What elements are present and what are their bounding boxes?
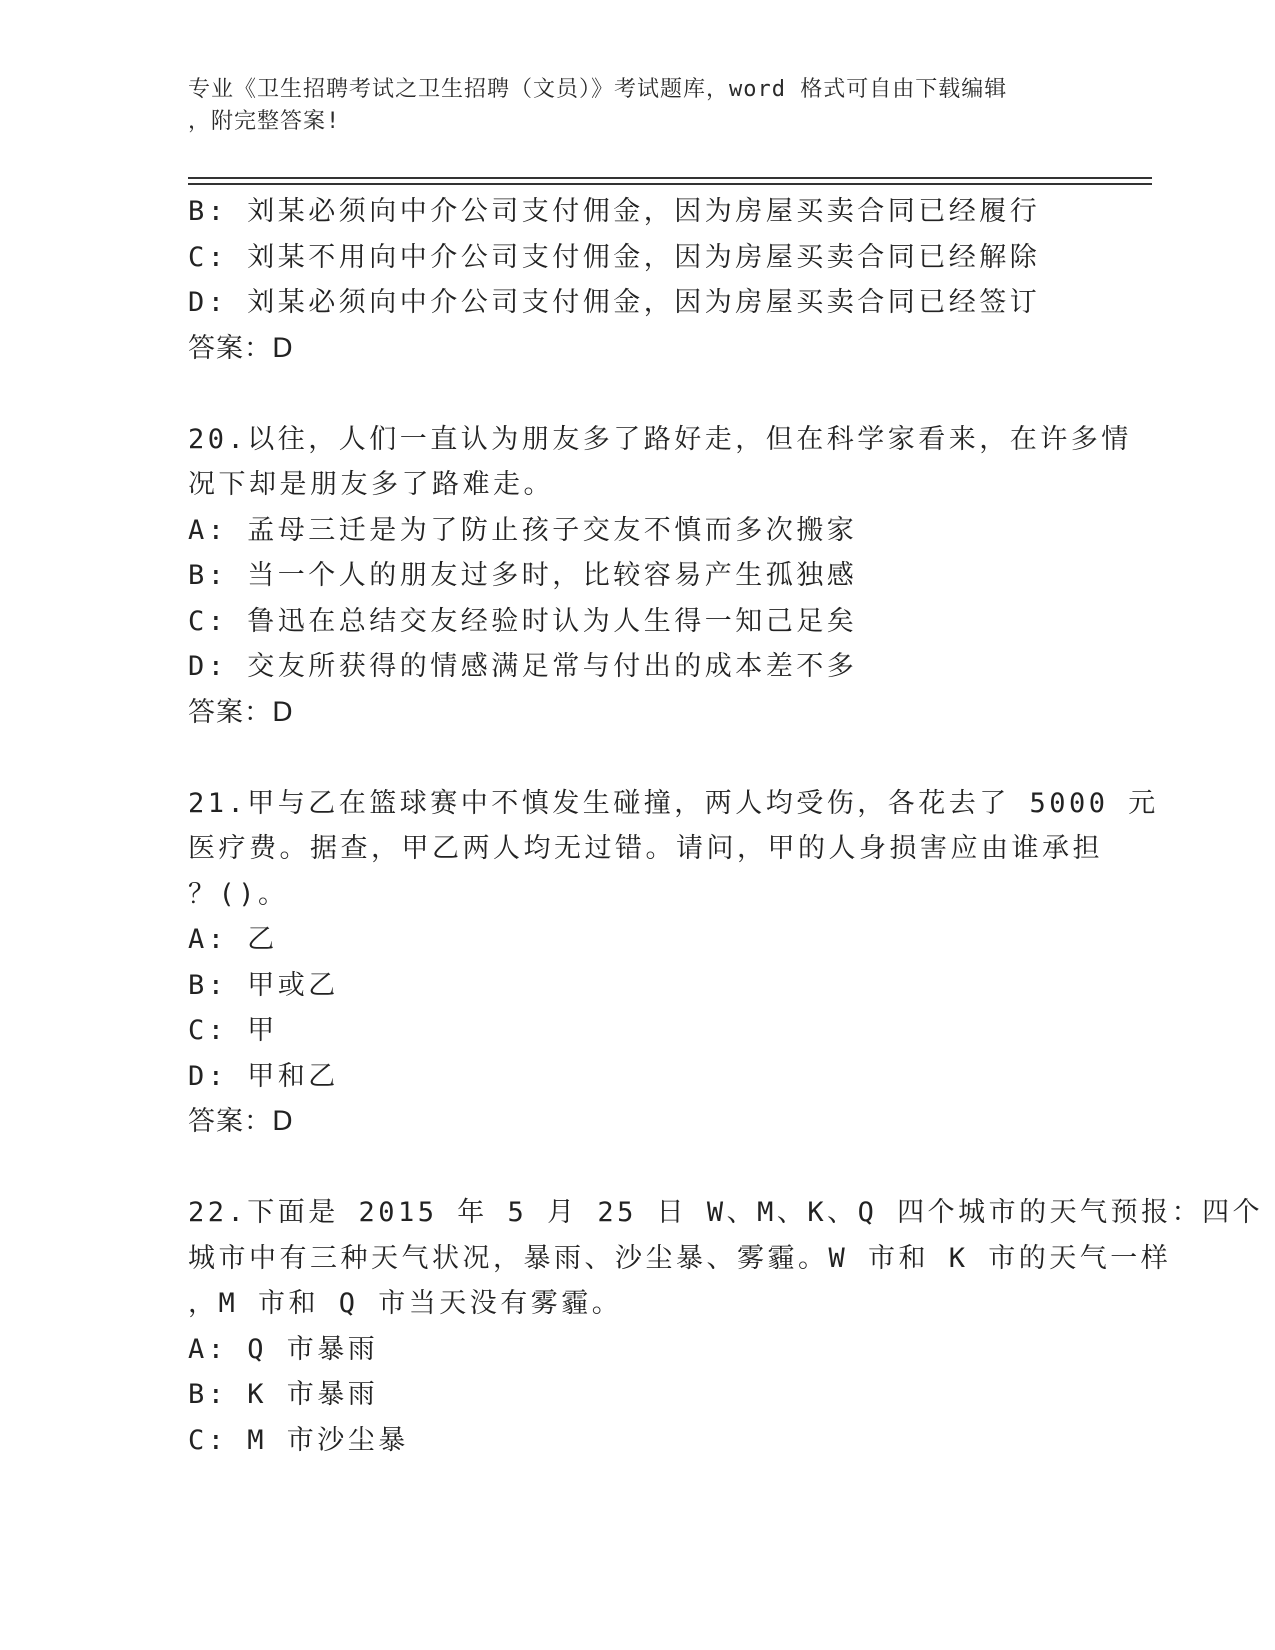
question-20 [188,417,1132,736]
option-c: C: 鲁迅在总结交友经验时认为人生得一知己足矣 [188,605,858,637]
question-21 [188,781,1159,1145]
answer: 答案：D [188,696,294,728]
option-d: D: 甲和乙 [188,1060,339,1092]
option-b: B: 刘某必须向中介公司支付佣金，因为房屋买卖合同已经履行 [188,196,1041,227]
option-c: C: 刘某不用向中介公司支付佣金，因为房屋买卖合同已经解除 [188,241,1041,273]
option-b: B: 当一个人的朋友过多时，比较容易产生孤独感 [188,560,858,591]
option-c: C: 甲 [188,1015,278,1046]
question-stem: ，M 市和 Q 市当天没有雾霾。 [188,1288,623,1319]
question-stem: 22.下面是 2015 年 5 月 25 日 W、M、K、Q 四个城市的天气预报：四个 [188,1197,1264,1228]
question-stem: 城市中有三种天气状况，暴雨、沙尘暴、雾霾。W 市和 K 市的天气一样 [188,1242,1172,1274]
option-d: D: 刘某必须向中介公司支付佣金，因为房屋买卖合同已经签订 [188,287,1041,318]
option-b: B: K 市暴雨 [188,1379,379,1410]
question-stem: 21.甲与乙在篮球赛中不慎发生碰撞，两人均受伤，各花去了 5000 元 [188,787,1159,819]
option-a: A: 乙 [188,924,278,955]
question-stem: 况下却是朋友多了路难走。 [188,469,554,500]
option-a: A: 孟母三迁是为了防止孩子交友不慎而多次搬家 [188,514,858,546]
answer: 答案：D [188,1106,294,1137]
option-c: C: M 市沙尘暴 [188,1424,409,1456]
option-d: D: 交友所获得的情感满足常与付出的成本差不多 [188,651,858,682]
question-stem: ？()。 [188,878,289,910]
header-line-2: ，附完整答案! [188,109,341,134]
question-19-tail [188,189,1088,371]
answer: 答案：D [188,332,294,364]
header-divider-bottom [188,183,1152,185]
question-22 [188,1190,1264,1463]
header-divider-top [188,177,1152,179]
document-body [188,189,1264,1463]
question-stem: 医疗费。据查，甲乙两人均无过错。请问，甲的人身损害应由谁承担 [188,833,1103,864]
header-line-1: 专业《卫生招聘考试之卫生招聘（文员）》考试题库，word 格式可自由下载编辑 [188,77,1008,102]
option-b: B: 甲或乙 [188,969,339,1001]
question-stem: 20.以往，人们一直认为朋友多了路好走，但在科学家看来，在许多情 [188,423,1132,455]
document-header [188,74,1088,138]
option-a: A: Q 市暴雨 [188,1333,379,1365]
